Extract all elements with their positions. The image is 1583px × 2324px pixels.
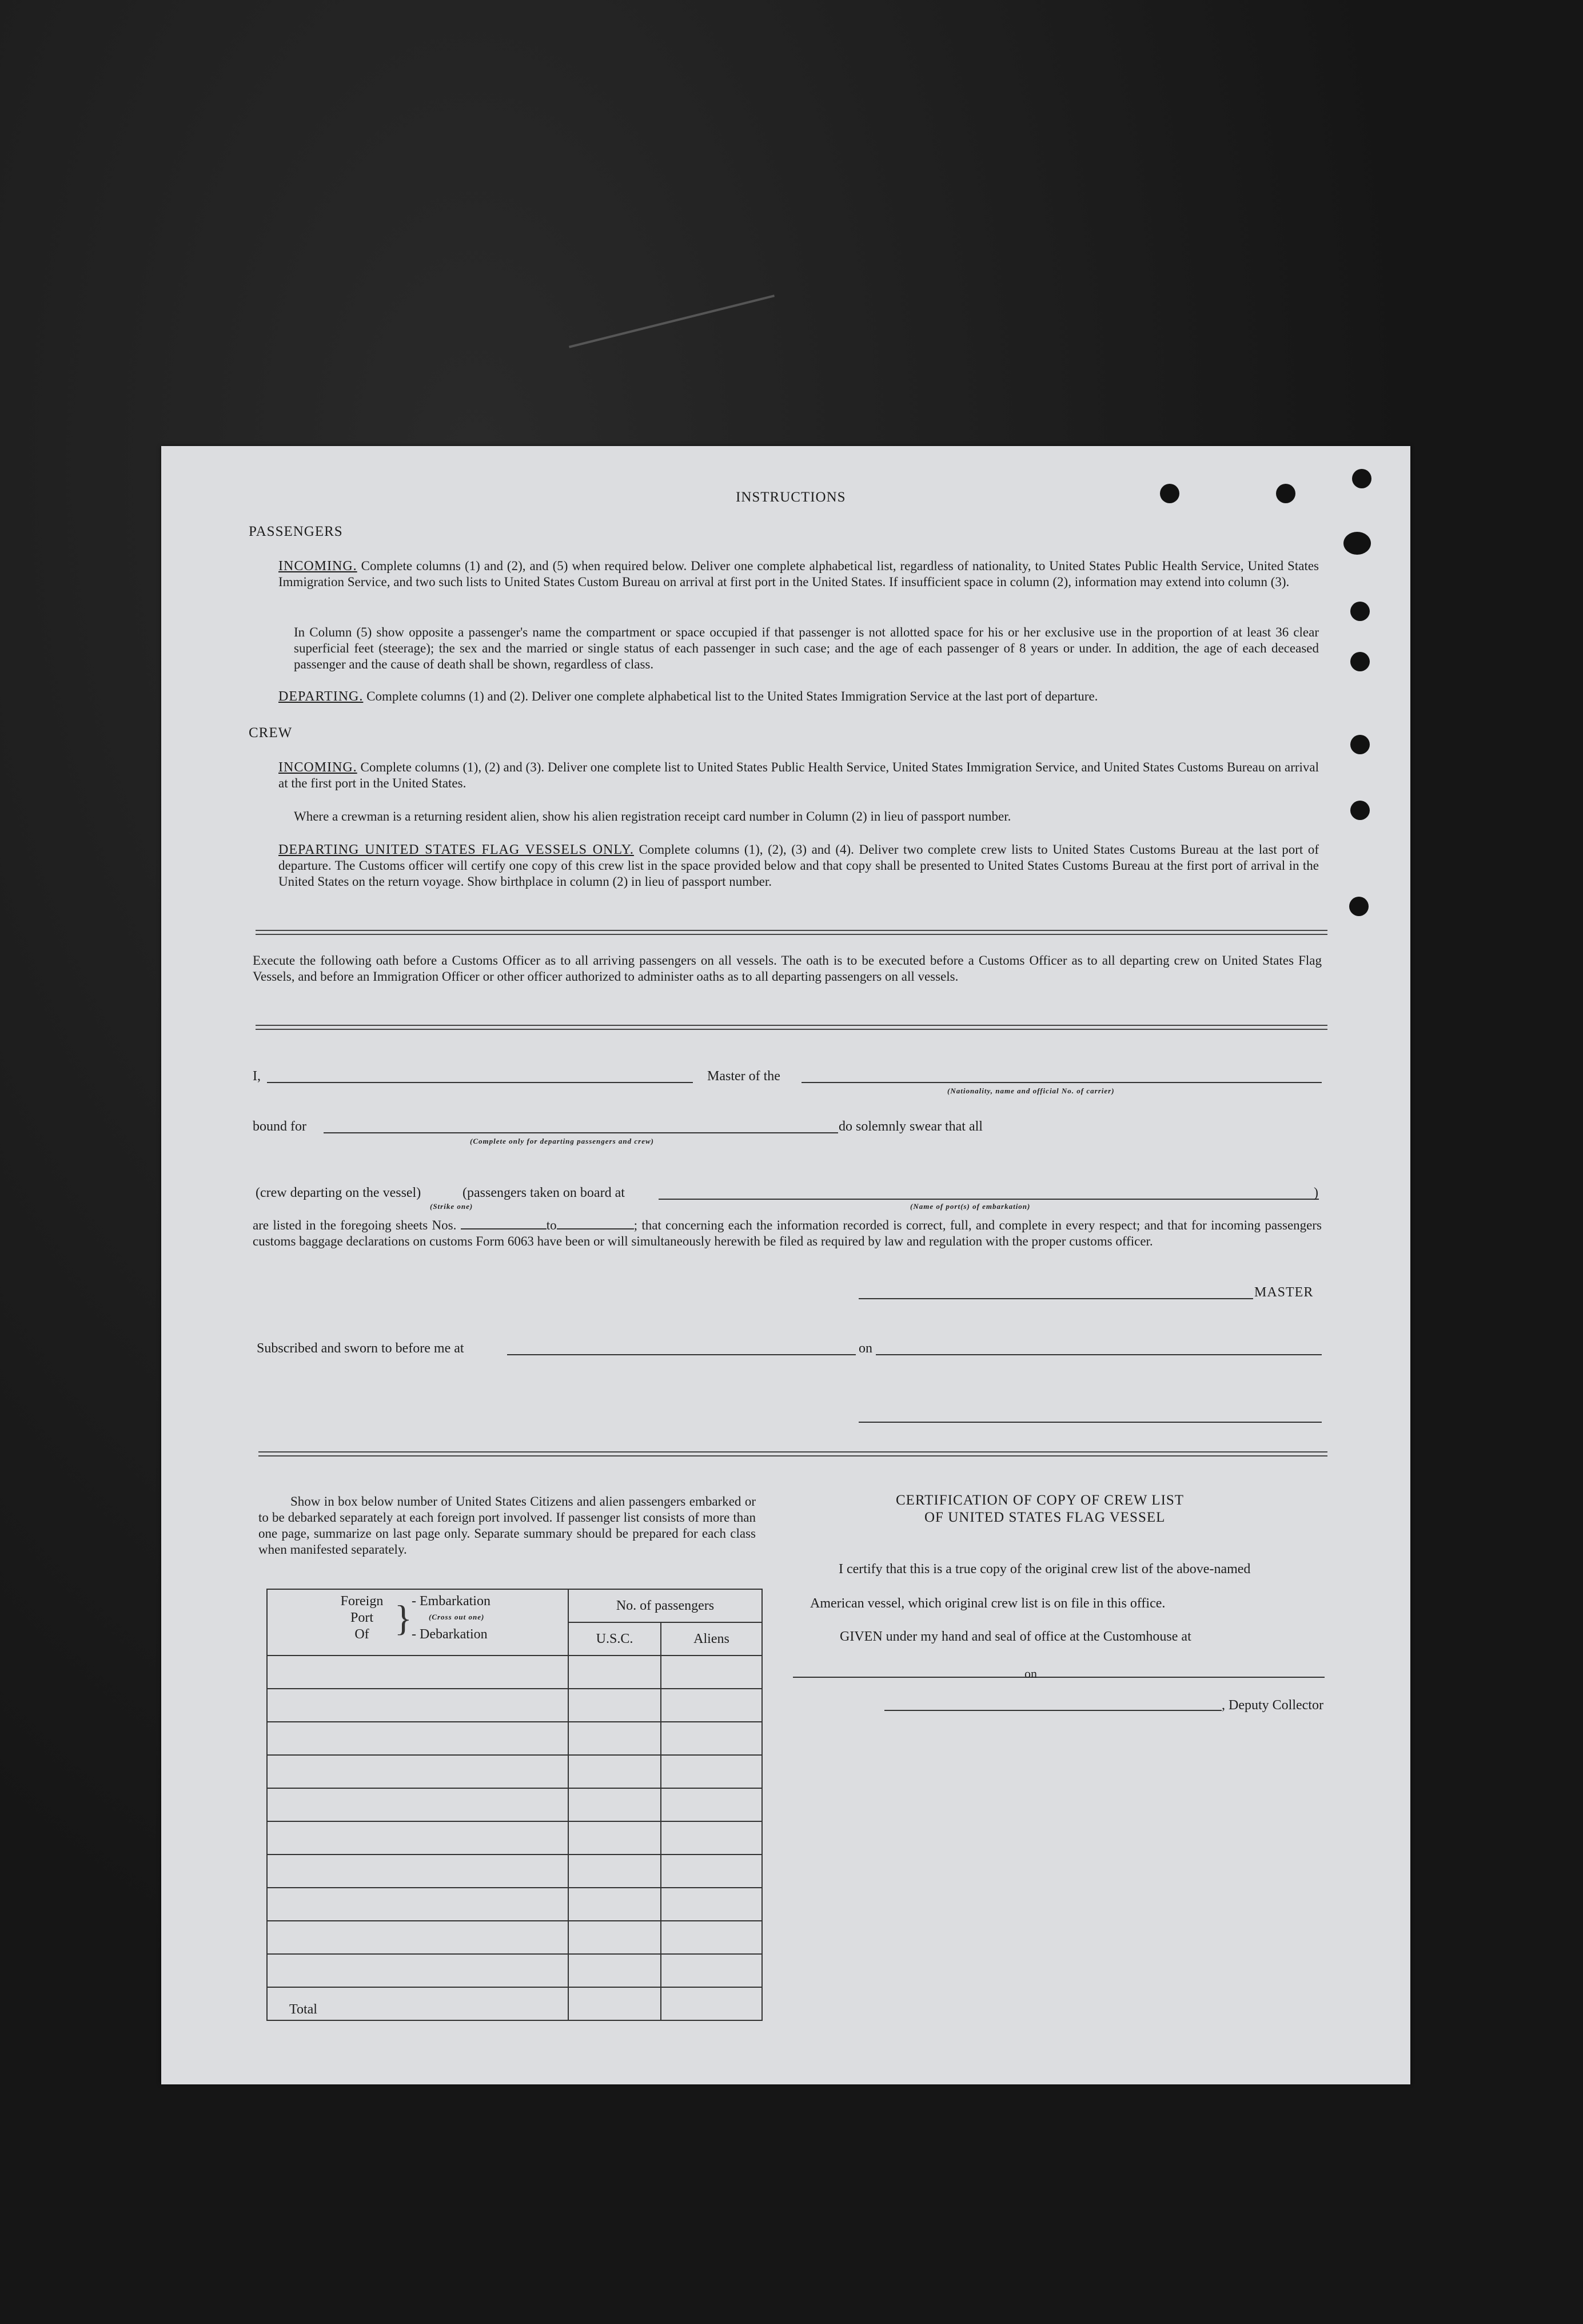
passengers-taken-option: (passengers taken on board at — [462, 1185, 625, 1200]
strike-one-caption: (Strike one) — [430, 1202, 473, 1211]
crew-departing-option: (crew departing on the vessel) — [256, 1185, 421, 1200]
master-label: MASTER — [1254, 1285, 1314, 1300]
crew-incoming-label: INCOMING. — [278, 760, 357, 775]
bound-caption: (Complete only for departing passengers and crew) — [470, 1137, 654, 1145]
aliens-cell[interactable] — [661, 1755, 762, 1788]
deputy-collector-signature-field[interactable] — [884, 1710, 1222, 1711]
table-row — [267, 1689, 762, 1722]
bound-for-field[interactable] — [324, 1132, 838, 1133]
summary-instructions: Show in box below number of United States Citizens and alien passengers embarked or to be debarked separately at each foreign port involved. If passenger list consists of more than one page, summarize on last page only. Separate summary should be prepared for each class when manifested separately. — [258, 1494, 756, 1557]
to-label: to — [546, 1218, 557, 1232]
aliens-cell[interactable] — [661, 1855, 762, 1888]
port-cell[interactable] — [267, 1888, 568, 1921]
of-label: Of — [354, 1627, 369, 1642]
aliens-cell[interactable] — [661, 1954, 762, 1987]
total-label: Total — [267, 1987, 568, 2020]
listed-rest: ; that concerning each the information recorded is correct, full, and complete in every respect; and that for incoming passengers customs baggage declarations on customs Form 6063 have been or will simultaneously herewith be filed as required by law and regulation with the proper customs officer. — [253, 1218, 1322, 1248]
table-row — [267, 1921, 762, 1954]
aliens-cell[interactable] — [661, 1689, 762, 1722]
aliens-total-cell[interactable] — [661, 1987, 762, 2020]
aliens-cell[interactable] — [661, 1656, 762, 1689]
table-row — [267, 1954, 762, 1987]
given-line: GIVEN under my hand and seal of office at the Customhouse at — [840, 1629, 1191, 1644]
total-row — [267, 1987, 762, 2020]
foreign-port-header — [267, 1589, 568, 1656]
subscribed-place-field[interactable] — [507, 1354, 856, 1355]
vessel-name-field[interactable] — [802, 1082, 1322, 1083]
usc-cell[interactable] — [568, 1656, 661, 1689]
port-cell[interactable] — [267, 1755, 568, 1788]
crew-incoming-text: Complete columns (1), (2) and (3). Deliver one complete list to United States Public Health Service, United States Immigration Service, and United States Customs Bureau on arrival at the first port in the United States. — [278, 760, 1319, 790]
ports-field[interactable] — [659, 1199, 1319, 1200]
bound-for-label: bound for — [253, 1119, 306, 1134]
table-row — [267, 1821, 762, 1855]
certify-line-1: I certify that this is a true copy of the original crew list of the above-named — [839, 1562, 1251, 1577]
passengers-departing-text: Complete columns (1) and (2). Deliver one complete alphabetical list to the United States Immigration Service at the last port of departure. — [366, 689, 1098, 703]
usc-cell[interactable] — [568, 1755, 661, 1788]
subscribed-label: Subscribed and sworn to before me at — [257, 1341, 464, 1356]
debarkation-label: - Debarkation — [412, 1627, 488, 1642]
close-paren: ) — [1314, 1185, 1318, 1200]
section-divider — [258, 1451, 1327, 1457]
usc-cell[interactable] — [568, 1921, 661, 1954]
passengers-column5-paragraph: In Column (5) show opposite a passenger's name the compartment or space occupied if that passenger is not allotted space for his or her exclusive use in the proportion of at least 36 clear superficial feet (steerage); the sex and the married or single status of each passenger in such case; and the age of each passenger of 8 years or under. In addition, the age of each deceased passenger and the cause of death shall be shown, regardless of class. — [294, 625, 1319, 671]
port-cell[interactable] — [267, 1954, 568, 1987]
table-row — [267, 1722, 762, 1755]
subscribed-on-label: on — [859, 1341, 872, 1356]
do-swear-label: do solemnly swear that all — [839, 1119, 983, 1134]
crew-resident-paragraph: Where a crewman is a returning resident alien, show his alien registration receipt card number in Column (2) in lieu of passport number. — [294, 809, 1011, 823]
usc-cell[interactable] — [568, 1689, 661, 1722]
punch-hole — [1349, 897, 1369, 916]
table-row — [267, 1656, 762, 1689]
aliens-header: Aliens — [661, 1622, 762, 1656]
certification-heading-2: OF UNITED STATES FLAG VESSEL — [924, 1510, 1166, 1525]
nationality-caption: (Nationality, name and official No. of carrier) — [947, 1087, 1115, 1095]
port-cell[interactable] — [267, 1855, 568, 1888]
certification-heading-1: CERTIFICATION OF COPY OF CREW LIST — [896, 1493, 1185, 1508]
certification-on-label: on — [1024, 1666, 1037, 1681]
aliens-cell[interactable] — [661, 1722, 762, 1755]
passengers-incoming-text: Complete columns (1) and (2), and (5) when required below. Deliver one complete alphabetical list, regardless of nationality, to United States Public Health Service, United States Immigration Service, and two such lists to United States Custom Bureau on arrival at first port in the United States. If insufficient space in column (2), information may extend into column (3). — [278, 559, 1319, 589]
punch-hole — [1350, 652, 1370, 671]
form-page — [161, 446, 1410, 2084]
subscribed-date-field[interactable] — [876, 1354, 1322, 1355]
sheet-to-field[interactable] — [557, 1217, 634, 1229]
crew-departing-paragraph — [278, 842, 1319, 890]
table-row — [267, 1755, 762, 1788]
page-title: INSTRUCTIONS — [736, 490, 846, 505]
crew-heading: CREW — [249, 725, 293, 741]
crew-incoming-paragraph — [278, 759, 1319, 791]
listed-paragraph — [253, 1217, 1322, 1249]
master-name-field[interactable] — [267, 1082, 693, 1083]
punch-hole — [1352, 469, 1371, 488]
usc-cell[interactable] — [568, 1788, 661, 1821]
deputy-collector-label: , Deputy Collector — [1222, 1698, 1323, 1713]
table-row — [267, 1888, 762, 1921]
usc-cell[interactable] — [568, 1821, 661, 1855]
oath-i-label: I, — [253, 1069, 261, 1084]
port-cell[interactable] — [267, 1722, 568, 1755]
master-of-the-label: Master of the — [707, 1069, 780, 1084]
usc-cell[interactable] — [568, 1855, 661, 1888]
cross-out-one-label: (Cross out one) — [429, 1613, 485, 1621]
ports-caption: (Name of port(s) of embarkation) — [910, 1202, 1031, 1211]
usc-total-cell[interactable] — [568, 1987, 661, 2020]
port-cell[interactable] — [267, 1689, 568, 1722]
punch-hole — [1160, 484, 1179, 503]
punch-hole — [1276, 484, 1295, 503]
customhouse-field[interactable] — [793, 1677, 1325, 1678]
passengers-incoming-label: INCOMING. — [278, 559, 357, 574]
oath-instructions: Execute the following oath before a Customs Officer as to all arriving passengers on all vessels. The oath is to be executed before a Customs Officer as to all departing crew on United States Flag Vessels, and before an Immigration Officer or other officer authorized to administer oaths as to all departing passengers on all vessels. — [253, 953, 1322, 984]
listed-prefix: are listed in the foregoing sheets Nos. — [253, 1218, 457, 1232]
section-divider — [256, 930, 1327, 935]
passengers-departing-paragraph — [278, 689, 1319, 705]
usc-cell[interactable] — [568, 1954, 661, 1987]
embarkation-label: - Embarkation — [412, 1594, 491, 1609]
no-of-passengers-header: No. of passengers — [568, 1589, 762, 1622]
punch-hole — [1350, 602, 1370, 621]
section-divider — [256, 1025, 1327, 1030]
port-cell[interactable] — [267, 1821, 568, 1855]
usc-header: U.S.C. — [568, 1622, 661, 1656]
table-row — [267, 1788, 762, 1821]
usc-cell[interactable] — [568, 1722, 661, 1755]
port-label: Port — [350, 1610, 373, 1625]
crew-departing-text: Complete columns (1), (2), (3) and (4). Deliver two complete crew lists to United States Customs Bureau at the last port of departure. The Customs officer will certify one copy of this crew list in the space provided below and that copy shall be presented to United States Customs Bureau at the first port of arrival in the United States on the return voyage. Show birthplace in column (2) in lieu of passport number. — [278, 842, 1319, 889]
officer-signature-field[interactable] — [859, 1422, 1322, 1423]
aliens-cell[interactable] — [661, 1921, 762, 1954]
sheet-from-field[interactable] — [461, 1217, 547, 1229]
punch-hole — [1350, 735, 1370, 754]
master-signature-field[interactable] — [859, 1298, 1253, 1299]
brace-icon: } — [394, 1598, 412, 1638]
port-cell[interactable] — [267, 1921, 568, 1954]
table-row — [267, 1855, 762, 1888]
crew-departing-label: DEPARTING UNITED STATES FLAG VESSELS ONLY. — [278, 842, 634, 857]
passengers-heading: PASSENGERS — [249, 524, 343, 539]
aliens-cell[interactable] — [661, 1888, 762, 1921]
usc-cell[interactable] — [568, 1888, 661, 1921]
foreign-label: Foreign — [340, 1594, 384, 1609]
punch-hole — [1343, 532, 1371, 555]
passengers-departing-label: DEPARTING. — [278, 689, 364, 704]
aliens-cell[interactable] — [661, 1821, 762, 1855]
punch-hole — [1350, 801, 1370, 820]
port-cell[interactable] — [267, 1788, 568, 1821]
certify-line-2: American vessel, which original crew list is on file in this office. — [810, 1596, 1166, 1611]
port-cell[interactable] — [267, 1656, 568, 1689]
passengers-incoming-paragraph — [278, 558, 1319, 590]
aliens-cell[interactable] — [661, 1788, 762, 1821]
passenger-summary-table — [266, 1589, 763, 2021]
